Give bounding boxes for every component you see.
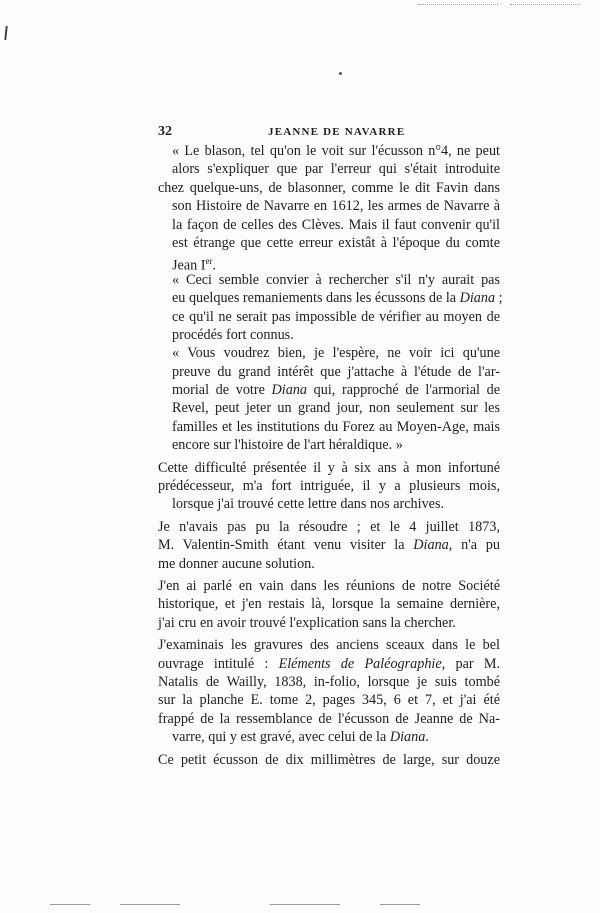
text-line: « Ceci semble convier à rechercher s'il n'y aurait pas bbox=[172, 271, 500, 288]
text-line: est étrange que cette erreur existât à l'époque du comte bbox=[172, 234, 500, 251]
text-line: preuve du grand intérêt que j'attache à l'étude de l'ar- bbox=[172, 363, 500, 380]
top-margin-rule bbox=[418, 4, 498, 5]
text-line: sur la planche E. tome 2, pages 345, 6 et 7, et j'ai été bbox=[158, 692, 500, 709]
text-line: Cette difficulté présentée il y à six ans à mon infortuné bbox=[158, 459, 500, 476]
margin-mark bbox=[4, 26, 7, 40]
text-line: J'examinais les gravures des anciens sceaux dans le bel bbox=[158, 637, 500, 654]
text-line: ouvrage intitulé : Eléments de Paléographie, par M. bbox=[158, 655, 500, 672]
bottom-margin-rule bbox=[20, 904, 580, 905]
text-line: Ce petit écusson de dix millimètres de large, sur douze bbox=[158, 751, 500, 768]
page-number: 32 bbox=[158, 124, 172, 139]
running-head bbox=[158, 124, 500, 138]
text-line: procédés fort connus. bbox=[172, 326, 294, 343]
running-title: JEANNE DE NAVARRE bbox=[268, 126, 406, 138]
text-line: lorsque j'ai trouvé cette lettre dans nos archives. bbox=[172, 496, 445, 513]
text-line: Revel, peut jeter un grand jour, non seulement sur les bbox=[172, 400, 500, 417]
text-line: j'ai cru en avoir trouvé l'explication sans la chercher. bbox=[158, 614, 456, 631]
text-line: encore sur l'histoire de l'art héraldique. » bbox=[172, 437, 403, 454]
text-line: morial de votre Diana qui, rapproché de l'armorial de bbox=[172, 382, 501, 399]
text-line: varre, qui y est gravé, avec celui de la Diana. bbox=[172, 729, 429, 746]
text-line: alors s'expliquer que par l'erreur qui s'était introduite bbox=[172, 161, 500, 178]
text-line: Je n'avais pas pu la résoudre ; et le 4 juillet 1873, bbox=[158, 518, 500, 535]
text-line: son Histoire de Navarre en 1612, les armes de Navarre à bbox=[172, 198, 500, 215]
text-line: « Vous voudrez bien, je l'espère, ne voir ici qu'une bbox=[172, 345, 500, 362]
paper-speck bbox=[339, 72, 342, 75]
text-line: M. Valentin-Smith étant venu visiter la Diana, n'a pu bbox=[158, 537, 500, 554]
text-line: historique, et j'en restais là, lorsque la semaine dernière, bbox=[158, 596, 500, 613]
page-body bbox=[158, 142, 503, 769]
text-line: familles et les institutions du Forez au Moyen-Age, mais bbox=[172, 418, 500, 435]
text-line: frappé de la ressemblance de l'écusson de Jeanne de Na- bbox=[158, 710, 500, 727]
text-line: la façon de celles des Clèves. Mais il faut convenir qu'il bbox=[172, 216, 500, 233]
text-line: prédécesseur, m'a fort intriguée, il y a plusieurs mois, bbox=[158, 478, 500, 495]
text-line: J'en ai parlé en vain dans les réunions de notre Société bbox=[158, 577, 500, 594]
text-line: Jean Ier. bbox=[172, 256, 217, 275]
text-line: me donner aucune solution. bbox=[158, 555, 315, 572]
top-margin-rule bbox=[510, 4, 580, 5]
text-line: « Le blason, tel qu'on le voit sur l'écusson n°4, ne peut bbox=[172, 143, 500, 159]
text-line: ce qu'il ne serait pas impossible de vérifier au moyen de bbox=[172, 308, 500, 325]
text-line: eu quelques remaniements dans les écussons de la Diana ; bbox=[172, 290, 503, 307]
text-line: chez quelque-uns, de blasonner, comme le dit Favin dans bbox=[158, 179, 500, 196]
text-line: Natalis de Wailly, 1838, in-folio, lorsque je suis tombé bbox=[158, 673, 500, 690]
